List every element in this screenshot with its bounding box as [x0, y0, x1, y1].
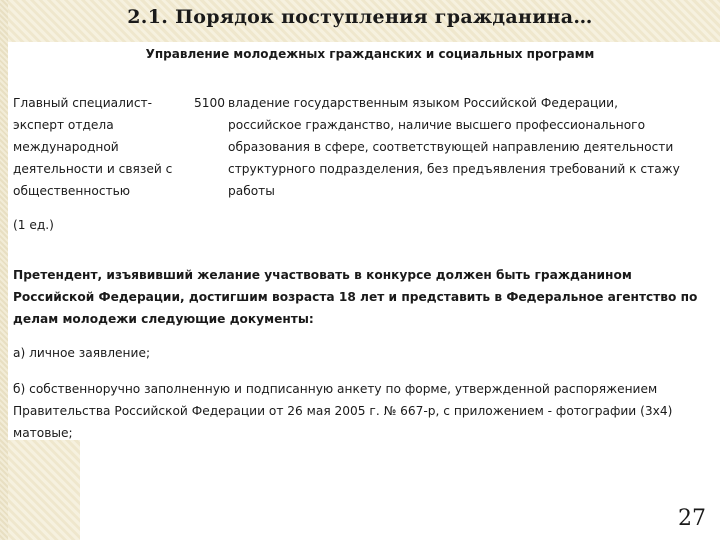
position-line: деятельности и связей с	[13, 162, 173, 176]
requirement-line: структурного подразделения, без предъявления требований к стажу	[228, 162, 680, 176]
page-number: 27	[678, 506, 706, 531]
list-item-b-line: матовые;	[13, 426, 73, 440]
position-line: общественностью	[13, 184, 131, 198]
unit-count: (1 ед.)	[13, 218, 54, 232]
requirement-line: российское гражданство, наличие высшего профессионального	[228, 118, 646, 132]
position-line: Главный специалист-	[13, 96, 153, 110]
list-item-b-line: б) собственноручно заполненную и подписанную анкету по форме, утвержденной распоряжением	[13, 382, 658, 396]
list-item-a: а) личное заявление;	[13, 346, 151, 360]
bottom-band-background	[8, 440, 80, 540]
requirement-line: владение государственным языком Российской Федерации,	[228, 96, 618, 110]
list-item-b-line: Правительства Российской Федерации от 26 мая 2005 г. № 667-р, с приложением - фотографии (3х4)	[13, 404, 673, 418]
candidate-text-line: Претендент, изъявивший желание участвовать в конкурсе должен быть гражданином	[13, 268, 632, 282]
left-decorative-stripe	[0, 0, 8, 540]
slide-title: 2.1. Порядок поступления гражданина…	[127, 6, 593, 28]
candidate-text-line: Российской Федерации, достигшим возраста 18 лет и представить в Федеральное агентство по	[13, 290, 698, 304]
department-header: Управление молодежных гражданских и социальных программ	[145, 47, 595, 61]
salary-value: 5100	[194, 96, 226, 110]
document-scan	[8, 42, 710, 440]
position-line: международной	[13, 140, 119, 154]
requirement-line: образования в сфере, соответствующей направлению деятельности	[228, 140, 674, 154]
candidate-text-line: делам молодежи следующие документы:	[13, 312, 314, 326]
position-line: эксперт отдела	[13, 118, 114, 132]
requirement-line: работы	[228, 184, 275, 198]
